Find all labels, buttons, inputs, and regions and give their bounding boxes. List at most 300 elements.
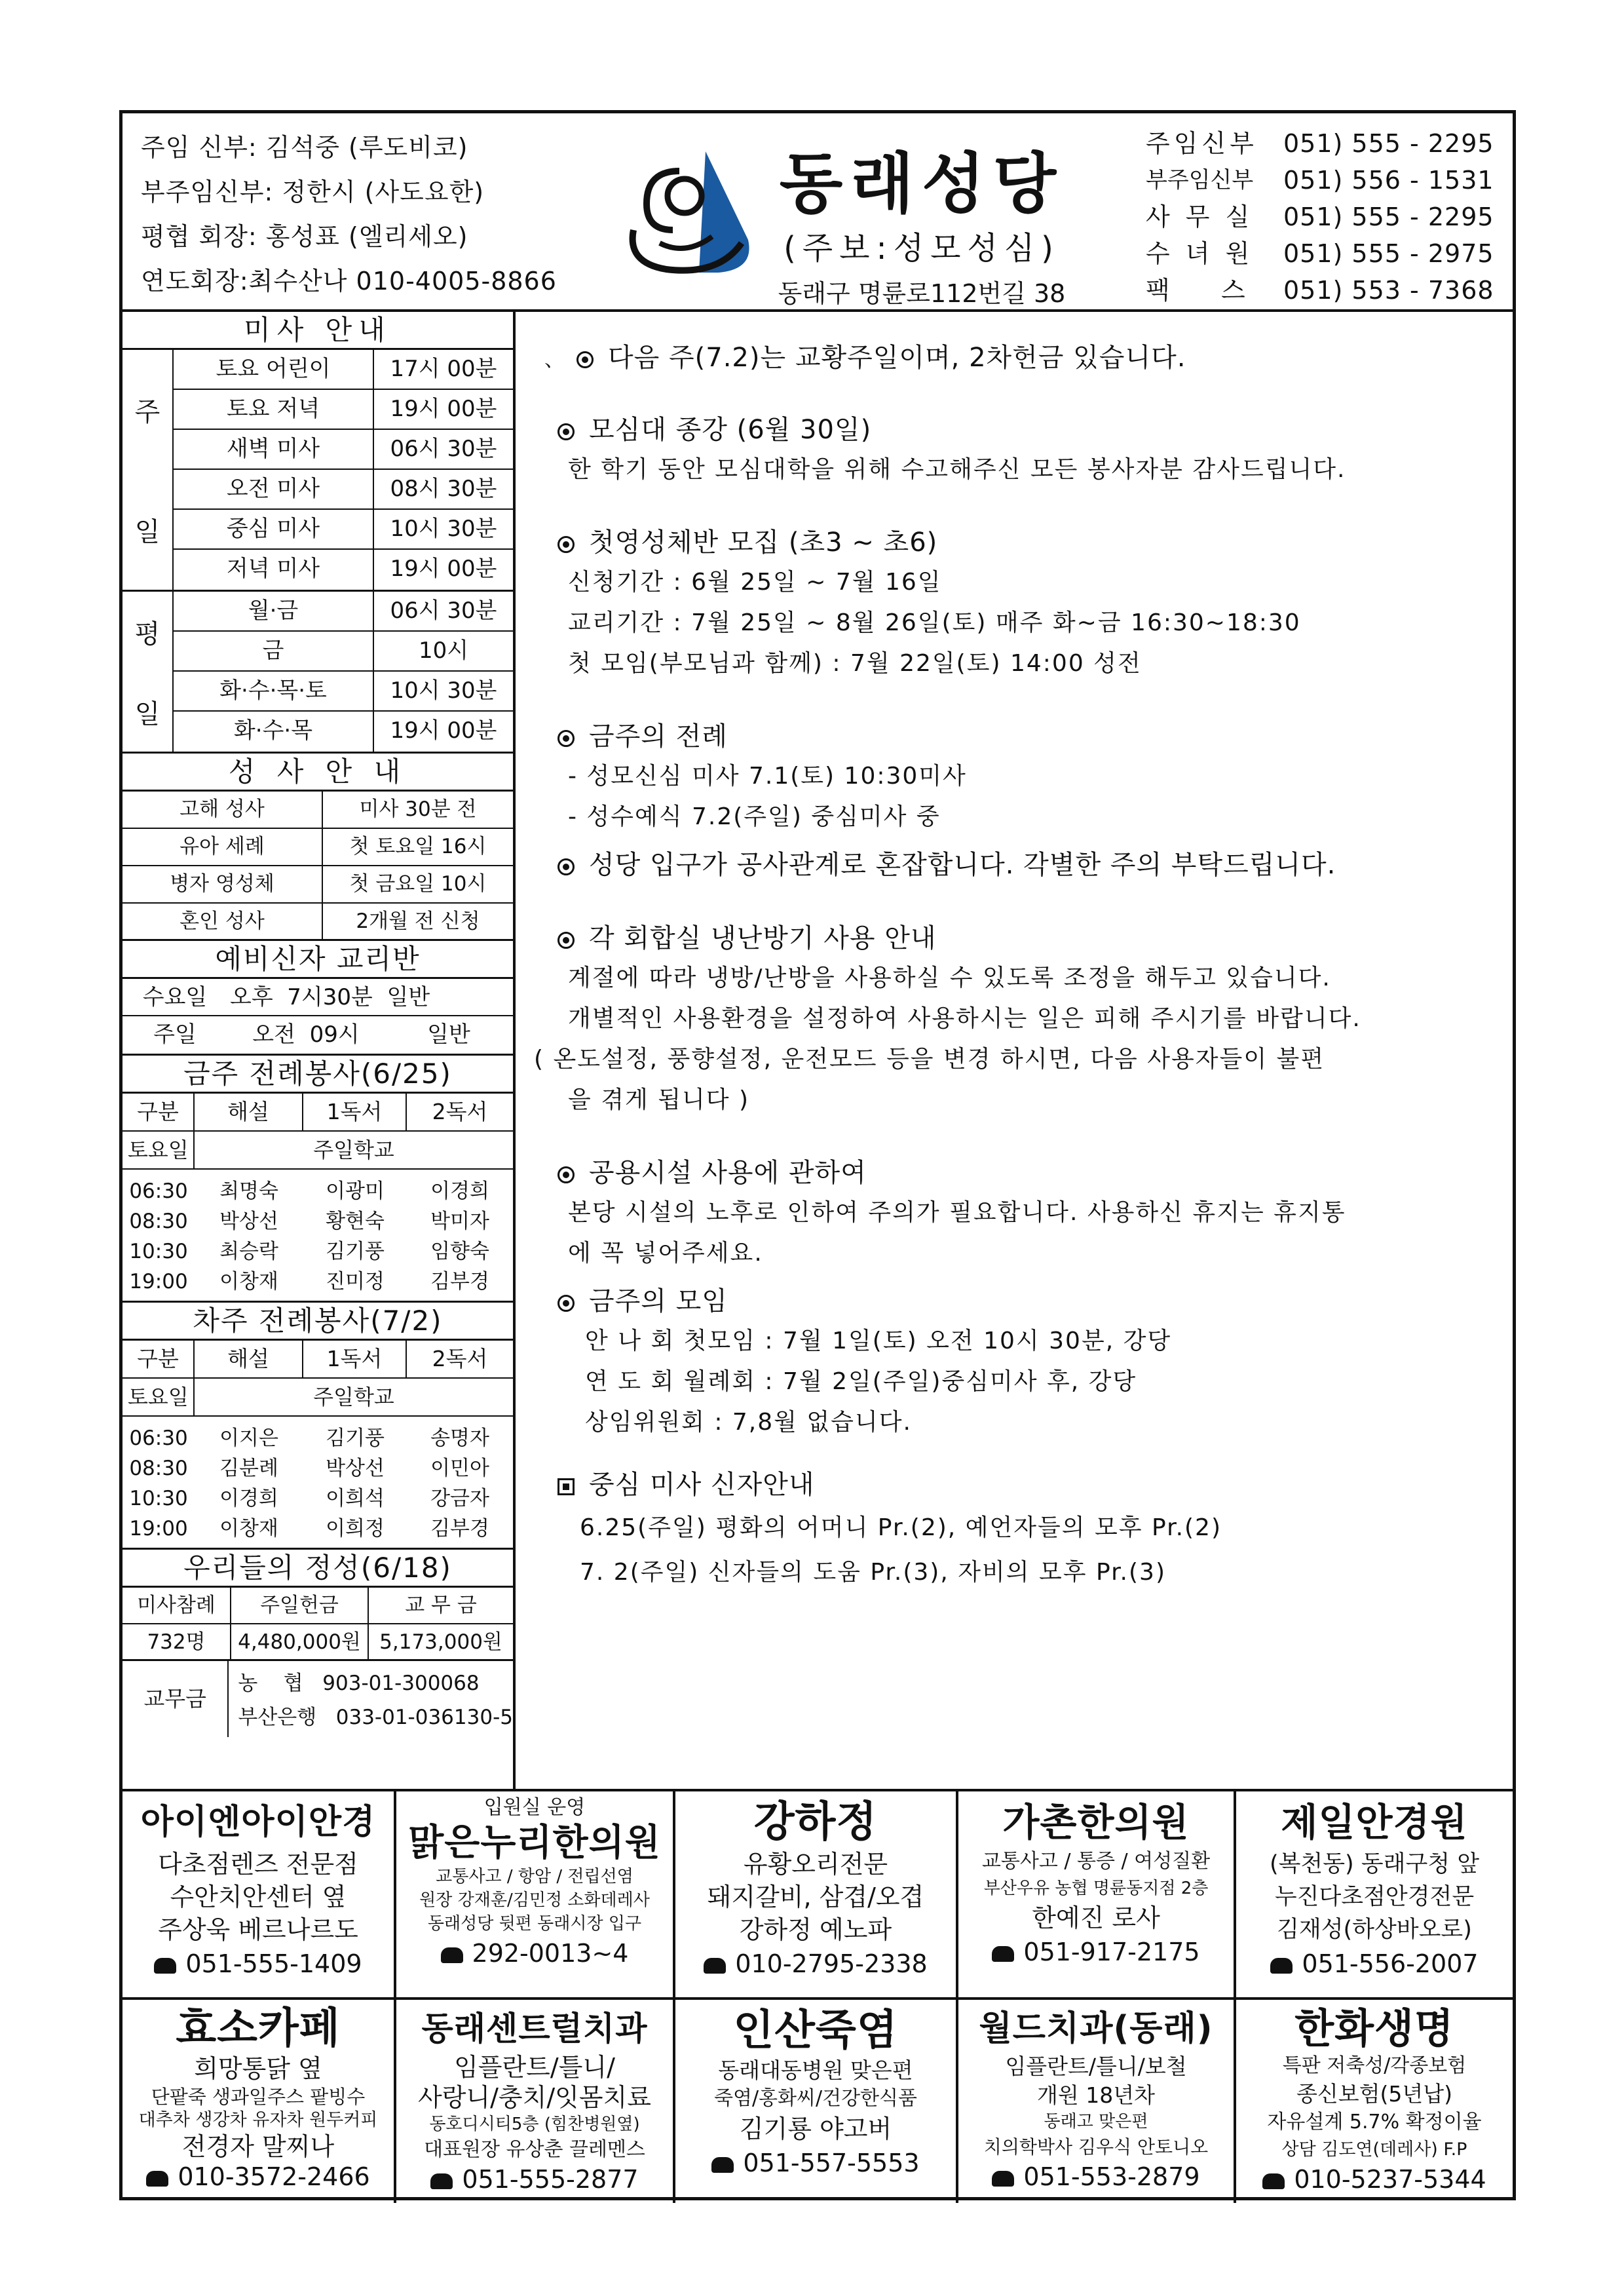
person: 이창재 [219, 1517, 278, 1540]
tithe: 5,173,000원 [379, 1630, 502, 1654]
ad-line: 강하정 예노파 [739, 1915, 892, 1944]
ad-name: 한화생명 [1294, 2004, 1454, 2052]
church-address: 동래구 명륜로112번길 38 [778, 279, 1066, 308]
mass-time: 10시 30분 [390, 516, 497, 542]
notice-item [544, 338, 1186, 380]
table-row [174, 510, 513, 550]
person: 이경희 [219, 1487, 278, 1510]
notice-title: 금주의 모임 [589, 1286, 728, 1316]
account: 농 협 903-01-300068 [238, 1672, 480, 1695]
sacrament-name: 병자 영성체 [123, 866, 323, 902]
label-char: 일 [134, 698, 161, 729]
notice-line: 개별적인 사용환경을 설정하여 사용하시는 일은 피해 주시기를 바랍니다. [568, 1005, 1361, 1032]
contact-label: 수 녀 원 [1146, 239, 1254, 268]
mass-time: 08시 30분 [390, 476, 497, 502]
person: 황현숙 [326, 1210, 385, 1233]
class-day: 주일 [153, 1022, 197, 1048]
contact-row [1146, 125, 1513, 162]
ad-card [958, 1791, 1236, 1997]
sacrament-time: 첫 금요일 10시 [349, 872, 487, 896]
col-header: 주일헌금 [231, 1588, 369, 1623]
weekday-label [123, 592, 174, 752]
time: 19:00 [129, 1517, 188, 1540]
time: 08:30 [129, 1457, 188, 1480]
ad-line: (복천동) 동래구청 앞 [1269, 1851, 1480, 1877]
ad-line: 누진다초점안경전문 [1274, 1884, 1475, 1910]
bank-accounts [123, 1661, 513, 1737]
ad-phone [396, 2164, 673, 2195]
table-row [123, 1624, 513, 1661]
table-row [123, 829, 513, 866]
sunday-label [123, 350, 174, 590]
time-col [123, 1176, 195, 1297]
catechumen-title: 예비신자 교리반 [123, 941, 513, 979]
notice-line: 교리기간 : 7월 25일 ~ 8월 26일(토) 매주 화~금 16:30~18:30 [568, 609, 1301, 636]
notice-text: 다음 주(7.2)는 교황주일이며, 2차헌금 있습니다. [608, 343, 1186, 373]
service-this-week [123, 1056, 513, 1303]
col-header: 1독서 [303, 1341, 407, 1377]
bullet-icon [557, 423, 575, 440]
ad-line: 주상욱 베르나르도 [158, 1915, 358, 1944]
notice-line: 에 꼭 넣어주세요. [568, 1240, 763, 1267]
notice-line: 첫 모임(부모님과 함께) : 7월 22일(토) 14:00 성전 [568, 650, 1142, 677]
notice-heading [557, 1153, 867, 1193]
notice-line: 6.25(주일) 평화의 어머니 Pr.(2), 예언자들의 모후 Pr.(2) [580, 1514, 1222, 1541]
time: 10:30 [129, 1240, 188, 1263]
attendance: 732명 [123, 1624, 231, 1659]
mass-name: 화·수·목·토 [174, 672, 374, 710]
time: 06:30 [129, 1179, 188, 1203]
sacrament-name: 유아 세례 [123, 829, 323, 865]
contact-list [1146, 125, 1513, 309]
table-row [123, 979, 513, 1016]
ad-name: 아이엔아이안경 [140, 1803, 376, 1842]
square-bullet-icon [557, 1478, 575, 1495]
person: 최승락 [219, 1240, 278, 1263]
ad-line: 김기룡 야고버 [739, 2114, 892, 2143]
sidebar [123, 312, 516, 1789]
ad-line: 희망통닭 옆 [194, 2054, 322, 2083]
ad-line: 임플란트/틀니/ [454, 2053, 615, 2082]
notice-title: 첫영성체반 모집 (초3 ~ 초6) [589, 527, 938, 558]
label-char: 주 [134, 397, 161, 427]
notice-body: 한 학기 동안 모심대학을 위해 수고해주신 모든 봉사자분 감사드립니다. [568, 456, 1346, 483]
notice-line: 을 겪게 됩니다 ) [568, 1086, 750, 1113]
notice-heading [557, 523, 937, 562]
ad-line: 동래성당 뒷편 동래시장 입구 [427, 1914, 642, 1934]
phone-icon [992, 1946, 1014, 1962]
ad-line: 개원 18년차 [1037, 2082, 1155, 2108]
person: 강금자 [430, 1487, 489, 1510]
person: 김기풍 [326, 1240, 385, 1263]
table-row [123, 1016, 513, 1054]
service-title: 차주 전례봉사(7/2) [123, 1303, 513, 1341]
contact-row [1146, 162, 1513, 199]
notice-heading [557, 1465, 815, 1504]
notice-body [585, 1321, 1171, 1443]
notice-body [568, 756, 967, 837]
contact-phone: 051) 555 - 2295 [1283, 202, 1494, 231]
sunday-mass-table [123, 350, 513, 592]
mass-title: 미사 안내 [123, 312, 513, 350]
phone-number: 051-553-2879 [1023, 2162, 1200, 2191]
col-header: 구분 [123, 1341, 195, 1377]
phone-icon [154, 1958, 176, 1974]
notice-line: ( 온도설정, 풍향설정, 운전모드 등을 변경 하시면, 다음 사용자들이 불편 [534, 1046, 1325, 1073]
ad-line: 부산우유 농협 명륜동지점 2층 [983, 1879, 1209, 1898]
person: 박상선 [326, 1457, 385, 1480]
ad-name: 인산죽염 [733, 2006, 898, 2055]
ad-card [396, 2000, 675, 2203]
notice-body [568, 562, 1301, 684]
notice-line: 7. 2(주일) 신자들의 도움 Pr.(3), 자비의 모후 Pr.(3) [580, 1559, 1166, 1586]
notice-item [557, 845, 1336, 885]
notice-line: 신청기간 : 6월 25일 ~ 7월 16일 [568, 569, 942, 596]
phone-number: 051-556-2007 [1302, 1949, 1479, 1978]
table-row [174, 672, 513, 712]
service-title: 금주 전례봉사(6/25) [123, 1056, 513, 1094]
ad-line: 동호디시티5층 (힘찬병원옆) [429, 2114, 640, 2134]
bullet-icon [557, 1295, 575, 1312]
mass-name: 월·금 [174, 592, 374, 630]
ad-card [396, 1791, 675, 1997]
ad-phone [396, 1936, 673, 1971]
phone-icon [441, 1947, 463, 1963]
notice-heading [557, 919, 937, 958]
account: 부산은행 033-01-036130-5 [238, 1706, 513, 1729]
ad-line: 한예진 로사 [1032, 1904, 1160, 1932]
contact-label: 팩 스 [1146, 276, 1249, 305]
sat-value: 주일학교 [313, 1385, 394, 1409]
person: 이희정 [326, 1517, 385, 1540]
sacrament-table [123, 792, 513, 941]
ad-line: 수안치안센터 옆 [170, 1883, 347, 1911]
table-header [123, 1341, 513, 1379]
ad-card [675, 1791, 958, 1997]
notice-line: - 성모신심 미사 7.1(토) 10:30미사 [568, 763, 967, 790]
ad-line: 치의학박사 김우식 안토니오 [983, 2136, 1209, 2158]
ad-phone [1236, 1946, 1513, 1981]
contact-phone: 051) 556 - 1531 [1283, 166, 1494, 195]
ad-name: 효소카페 [176, 2004, 341, 2053]
notice-title: 공용시설 사용에 관하여 [589, 1158, 867, 1188]
phone-number: 051-555-2877 [462, 2165, 639, 2194]
contact-phone: 051) 555 - 2295 [1283, 129, 1494, 158]
title-block [771, 145, 1072, 310]
notice-title: 금주의 전례 [589, 721, 728, 752]
contact-label: 사 무 실 [1146, 202, 1254, 231]
table-row [123, 866, 513, 904]
contact-row [1146, 272, 1513, 309]
table-row [174, 632, 513, 672]
person: 송명자 [430, 1426, 489, 1450]
label-char: 평 [134, 619, 161, 649]
class-day: 수요일 [142, 984, 208, 1010]
ad-phone [958, 2161, 1234, 2192]
mass-name: 저녁 미사 [174, 550, 374, 590]
time: 10:30 [129, 1487, 188, 1510]
notice-heading [557, 717, 728, 756]
ad-row [123, 1791, 1513, 1997]
ad-line: 교통사고 / 항암 / 전립선염 [436, 1867, 633, 1886]
person: 김부경 [430, 1270, 489, 1293]
table-row [174, 550, 513, 590]
table-row [123, 792, 513, 829]
clergy-line: 연도회장:최수산나 010-4005-8866 [141, 267, 557, 296]
ad-phone [1236, 2164, 1513, 2195]
ad-line: 대추차 생강차 유자차 원두커피 [138, 2110, 378, 2130]
class-time: 오전 09시 [252, 1022, 360, 1048]
phone-icon [1270, 1958, 1293, 1974]
person: 김기풍 [326, 1426, 385, 1450]
ad-name: 월드치과(동래) [979, 2009, 1213, 2048]
person: 이경희 [430, 1179, 489, 1203]
ad-phone [123, 1946, 394, 1981]
phone-number: 010-5237-5344 [1294, 2165, 1486, 2194]
church-logo [607, 145, 765, 286]
commentator-col [195, 1423, 303, 1544]
person: 진미정 [326, 1270, 385, 1293]
table-header [123, 1094, 513, 1132]
mass-time: 19시 00분 [390, 556, 497, 582]
notice-line: 안 나 회 첫모임 : 7월 1일(토) 오전 10시 30분, 강당 [585, 1328, 1172, 1354]
phone-number: 051-555-1409 [185, 1949, 362, 1978]
notice-title: 중심 미사 신자안내 [589, 1470, 815, 1500]
notice-line: - 성수예식 7.2(주일) 중심미사 중 [568, 803, 941, 830]
person: 김부경 [430, 1517, 489, 1540]
table-row [174, 712, 513, 752]
reader1-col [303, 1423, 407, 1544]
notice-body [580, 1506, 1222, 1595]
ad-phone [123, 2161, 394, 2192]
phone-icon [430, 2173, 453, 2189]
ad-name: 가촌한의원 [1002, 1800, 1190, 1845]
table-header [123, 1588, 513, 1624]
commentator-col [195, 1176, 303, 1297]
person: 박상선 [219, 1210, 278, 1233]
ad-card [1236, 1791, 1513, 1997]
ad-card [123, 2000, 396, 2203]
mass-time: 10시 [418, 638, 469, 664]
table-row [123, 1132, 513, 1170]
col-header: 해설 [195, 1341, 303, 1377]
notice-heading [557, 1282, 728, 1321]
sacrament-time: 2개월 전 신청 [356, 909, 480, 933]
time: 19:00 [129, 1270, 188, 1293]
person: 이희석 [326, 1487, 385, 1510]
col-header: 미사참례 [123, 1588, 231, 1623]
mass-time: 17시 00분 [390, 356, 497, 382]
phone-icon [992, 2171, 1014, 2187]
person: 이광미 [326, 1179, 385, 1203]
account-list [229, 1661, 513, 1737]
ad-name: 동래센트럴치과 [421, 2010, 648, 2048]
phone-icon [146, 2171, 168, 2187]
table-row [174, 390, 513, 430]
ad-line: 원장 강재훈/김민정 소화데레사 [419, 1890, 650, 1910]
sat-label: 토요일 [123, 1132, 195, 1168]
mass-name: 오전 미사 [174, 470, 374, 508]
ad-line: 특판 저축성/각종보험 [1282, 2054, 1467, 2077]
notice-title: 각 회합실 냉난방기 사용 안내 [589, 923, 937, 953]
sacrament-time: 미사 30분 전 [359, 797, 477, 821]
bullet-icon [557, 730, 575, 747]
sacrament-time: 첫 토요일 16시 [349, 835, 487, 858]
person: 김분례 [219, 1457, 278, 1480]
reader2-col [407, 1176, 513, 1297]
mass-time: 06시 30분 [390, 436, 497, 462]
ad-line: 임플란트/틀니/보철 [1005, 2054, 1187, 2079]
sat-value: 주일학교 [313, 1138, 394, 1162]
phone-number: 292-0013~4 [472, 1939, 629, 1968]
bullet-icon [557, 858, 575, 875]
time-col [123, 1423, 195, 1544]
ad-card [123, 1791, 396, 1997]
phone-icon [711, 2157, 734, 2173]
mass-name: 새벽 미사 [174, 430, 374, 469]
ad-line: 사랑니/충치/잇몸치료 [418, 2083, 651, 2112]
contact-phone: 051) 553 - 7368 [1283, 276, 1494, 305]
class-time: 오후 7시30분 일반 [230, 984, 430, 1010]
bullet-icon [557, 1166, 575, 1183]
person: 이지은 [219, 1426, 278, 1450]
sacrament-name: 고해 성사 [123, 792, 323, 828]
sat-label: 토요일 [123, 1379, 195, 1415]
ads-section [123, 1789, 1513, 2200]
ad-line: 전경자 말찌나 [181, 2132, 335, 2161]
notices [518, 312, 1513, 1789]
col-header: 교 무 금 [405, 1594, 477, 1617]
table-row [174, 430, 513, 470]
person: 박미자 [430, 1210, 489, 1233]
ad-line: 상담 김도연(데레사) F.P [1281, 2139, 1467, 2160]
clergy-line: 부주임신부: 정한시 (사도요한) [141, 178, 485, 206]
col-header: 2독서 [432, 1099, 488, 1124]
mass-name: 중심 미사 [174, 510, 374, 548]
ad-name: 맑은누리한의원 [408, 1822, 661, 1864]
bullet-icon [557, 536, 575, 553]
bulletin-page [119, 110, 1516, 2200]
contact-label: 부주임신부 [1146, 167, 1254, 193]
ad-line: 교통사고 / 통증 / 여성질환 [981, 1850, 1211, 1873]
notice-line: 연 도 회 월례회 : 7월 2일(주일)중심미사 후, 강당 [585, 1368, 1137, 1395]
sacrament-title: 성 사 안 내 [123, 754, 513, 792]
clergy-line: 평협 회장: 홍성표 (엘리세오) [141, 222, 468, 251]
ad-name: 강하정 [753, 1798, 878, 1846]
table-row [123, 1379, 513, 1417]
notice-text: 성당 입구가 공사관계로 혼잡합니다. 각별한 주의 부탁드립니다. [589, 850, 1336, 880]
sacrament-name: 혼인 성사 [123, 904, 323, 939]
notice-body [534, 958, 1361, 1120]
offering-title: 우리들의 정성(6/18) [123, 1550, 513, 1588]
col-header: 해설 [195, 1094, 303, 1130]
ad-line: 김재성(하상바오로) [1277, 1917, 1472, 1943]
service-times [123, 1417, 513, 1550]
ad-line: 동래대동병원 맞은편 [718, 2057, 913, 2083]
notice-heading [557, 410, 871, 450]
col-header: 2독서 [432, 1346, 488, 1371]
bullet-icon [557, 932, 575, 949]
sunday-offering: 4,480,000원 [231, 1624, 369, 1659]
mass-name: 화·수·목 [174, 712, 374, 752]
time: 06:30 [129, 1426, 188, 1450]
person: 최명숙 [219, 1179, 278, 1203]
contact-row [1146, 199, 1513, 235]
church-title: 동래성당 [779, 145, 1065, 222]
ad-line: 입원실 운영 [483, 1796, 586, 1819]
reader1-col [303, 1176, 407, 1297]
ad-name: 제일안경원 [1281, 1800, 1468, 1845]
contact-phone: 051) 555 - 2975 [1283, 239, 1494, 268]
phone-icon [704, 1958, 726, 1974]
ad-phone [675, 2145, 956, 2181]
service-times [123, 1170, 513, 1303]
weekday-mass-table [123, 592, 513, 754]
tithe-label: 교무금 [123, 1661, 229, 1737]
ad-row [123, 1997, 1513, 2203]
person: 이민아 [430, 1457, 489, 1480]
bulletin-subtitle: (주보:성모성심) [784, 230, 1060, 267]
person: 이창재 [219, 1270, 278, 1293]
table-row [174, 592, 513, 632]
ad-card [958, 2000, 1236, 2203]
ad-line: 돼지갈비, 삼겹/오겹 [707, 1883, 924, 1911]
header [123, 113, 1513, 312]
ad-phone [958, 1934, 1234, 1970]
ad-line: 다초점렌즈 전문점 [158, 1850, 358, 1879]
notice-title: 모심대 종강 (6월 30일) [589, 415, 872, 445]
table-row [123, 904, 513, 941]
ad-card [1236, 2000, 1513, 2203]
catechumen-table [123, 979, 513, 1056]
ad-line: 유황오리전문 [743, 1850, 888, 1879]
col-header: 1독서 [303, 1094, 407, 1130]
time: 08:30 [129, 1210, 188, 1233]
ad-phone [675, 1946, 956, 1981]
mass-name: 토요 어린이 [174, 350, 374, 389]
ad-line: 동래고 맞은편 [1044, 2112, 1148, 2132]
mass-name: 금 [174, 632, 374, 670]
notice-body [568, 1193, 1346, 1274]
ad-line: 자유설계 5.7% 확정이율 [1267, 2111, 1482, 2133]
reader2-col [407, 1423, 513, 1544]
contact-label: 주임신부 [1146, 129, 1258, 158]
ad-line: 종신보험(5년납) [1296, 2081, 1452, 2107]
col-header: 구분 [123, 1094, 195, 1130]
clergy-list [141, 125, 665, 303]
ad-line: 대표원장 유상춘 끌레멘스 [424, 2138, 645, 2161]
bullet-icon [576, 351, 594, 368]
phone-number: 010-2795-2338 [735, 1949, 928, 1978]
ad-line: 단팥죽 생과일주스 팥빙수 [151, 2086, 366, 2108]
label-char: 일 [134, 517, 161, 547]
mass-time: 10시 30분 [390, 678, 497, 704]
table-row [174, 350, 513, 390]
phone-number: 051-917-2175 [1023, 1938, 1200, 1966]
contact-row [1146, 235, 1513, 272]
offering-section [123, 1550, 513, 1737]
ad-line: 죽염/홍화씨/건강한식품 [713, 2087, 917, 2110]
clergy-line: 주임 신부: 김석중 (루도비코) [141, 133, 468, 162]
notice-line: 본당 시설의 노후로 인하여 주의가 필요합니다. 사용하신 휴지는 휴지통 [568, 1199, 1346, 1226]
person: 임향숙 [430, 1240, 489, 1263]
tick-mark: 、 [544, 349, 565, 372]
mass-time: 19시 00분 [390, 718, 497, 744]
phone-icon [1262, 2173, 1285, 2189]
class-type: 일반 [427, 1022, 470, 1048]
mass-name: 토요 저녁 [174, 390, 374, 429]
ad-card [675, 2000, 958, 2203]
